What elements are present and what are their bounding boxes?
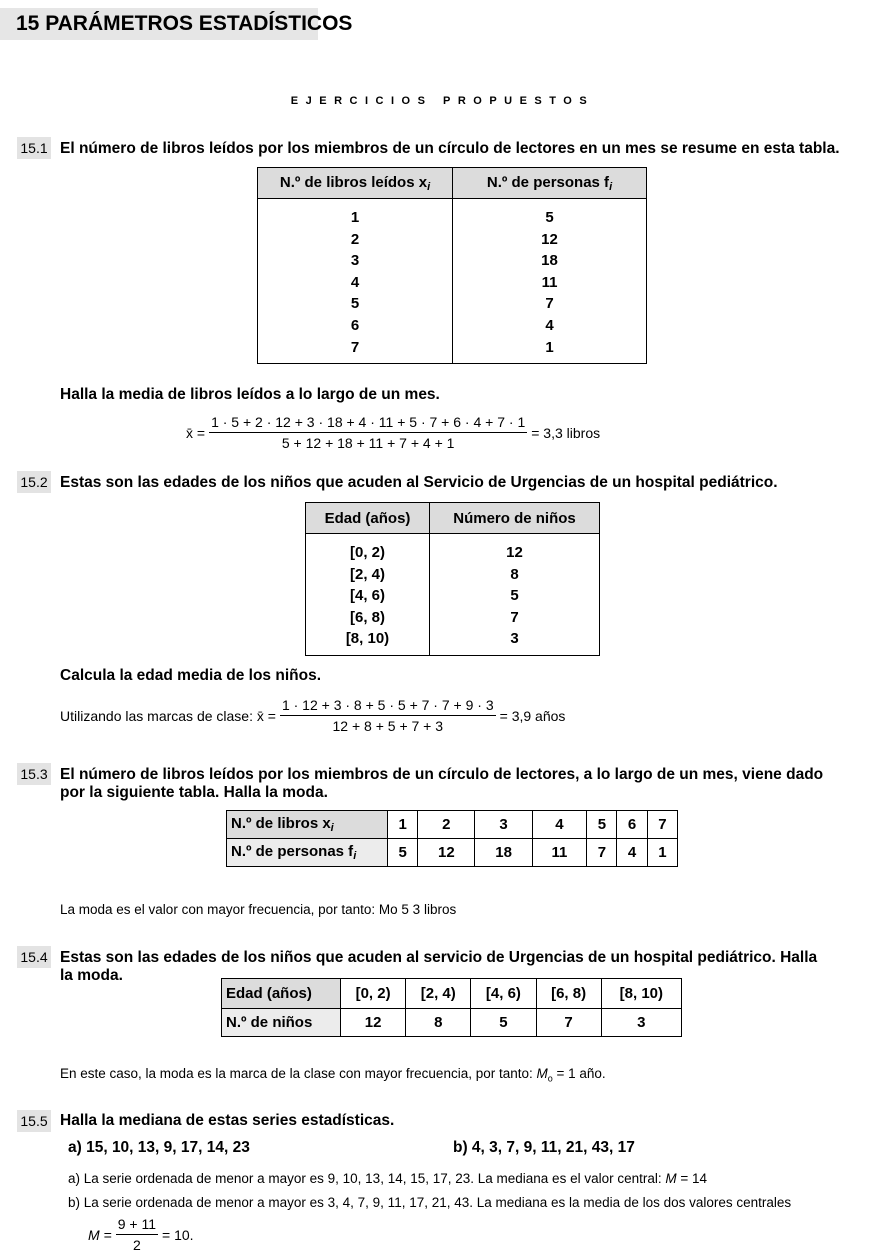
row-label: N.º de libros $x_i$ <box>227 811 388 839</box>
table-cell: 6 <box>617 811 647 839</box>
table-cell: [2, 4) <box>406 979 471 1009</box>
exercise-number: 15.5 <box>17 1110 51 1132</box>
exercise-statement: Estas son las edades de los niños que acuden al servicio de Urgencias de un hospital pediátrico. Halla <box>60 949 818 966</box>
table-cell: 1 <box>388 811 418 839</box>
series-a: a) 15, 10, 13, 9, 17, 14, 23 <box>68 1139 250 1156</box>
formula-lhs: x̄ = <box>186 424 206 441</box>
solution-b: b) La serie ordenada de menor a mayor es 3, 4, 7, 9, 11, 17, 21, 43. La mediana es la media de los dos valores centrales <box>68 1195 792 1210</box>
table-cell: 7 <box>647 811 677 839</box>
table-cell: [8, 10) <box>601 979 681 1009</box>
exercise-answer: En este caso, la moda es la marca de la clase con mayor frecuencia, por tanto: $M_o = 1$ año. <box>60 1066 606 1084</box>
table-cell: 1 <box>647 839 677 867</box>
mode-ages-table <box>221 978 682 1037</box>
table-cell: [0, 2) <box>341 979 406 1009</box>
exercise-question: Halla la media de libros leídos a lo largo de un mes. <box>60 386 440 403</box>
table-column-values: 12 8 5 7 3 <box>430 534 600 656</box>
table-cell: 7 <box>587 839 617 867</box>
exercise-statement: la moda. <box>60 967 123 984</box>
exercise-statement: por la siguiente tabla. Halla la moda. <box>60 784 328 801</box>
table-cell: [4, 6) <box>471 979 536 1009</box>
formula-denominator: 2 <box>132 1237 141 1253</box>
exercise-number: 15.4 <box>17 946 51 968</box>
table-cell: 7 <box>536 1009 601 1037</box>
table-column-values: [0, 2) [2, 4) [4, 6) [6, 8) [8, 10) <box>306 534 430 656</box>
row-label: N.º de niños <box>222 1009 341 1037</box>
table-cell: [6, 8) <box>536 979 601 1009</box>
formula-numerator: 1 · 12 + 3 · 8 + 5 · 5 + 7 · 7 + 9 · 3 <box>280 697 496 716</box>
solution-a: a) La serie ordenada de menor a mayor es 9, 10, 13, 14, 15, 17, 23. La mediana es el valor central: M = 14 <box>68 1171 708 1186</box>
exercise-statement: Estas son las edades de los niños que acuden al Servicio de Urgencias de un hospital pediátrico. <box>60 474 778 491</box>
table-cell: 4 <box>532 811 587 839</box>
formula-denominator: 12 + 8 + 5 + 7 + 3 <box>332 718 444 734</box>
exercise-number: 15.1 <box>17 137 51 159</box>
table-cell: 11 <box>532 839 587 867</box>
row-label: Edad (años) <box>222 979 341 1009</box>
exercise-number: 15.3 <box>17 763 51 785</box>
formula-result: = 10. <box>162 1226 194 1243</box>
mode-books-table <box>226 810 678 867</box>
exercise-number: 15.2 <box>17 471 51 493</box>
table-header: Número de niños <box>430 503 600 534</box>
table-cell: 4 <box>617 839 647 867</box>
table-cell: 12 <box>341 1009 406 1037</box>
section-title: EJERCICIOS PROPUESTOS <box>290 95 595 107</box>
books-table <box>257 167 647 364</box>
formula-result: = 3,9 años <box>499 707 566 724</box>
table-cell: 18 <box>475 839 532 867</box>
table-cell: 3 <box>475 811 532 839</box>
formula-lhs: M = <box>88 1226 112 1243</box>
ages-table <box>305 502 600 656</box>
table-column-values: 5 12 18 11 7 4 1 <box>453 199 647 364</box>
table-cell: 5 <box>388 839 418 867</box>
series-b: b) 4, 3, 7, 9, 11, 21, 43, 17 <box>453 1139 635 1156</box>
exercise-statement: El número de libros leídos por los miembros de un círculo de lectores, a lo largo de un mes, viene dado <box>60 766 824 783</box>
table-cell: 5 <box>587 811 617 839</box>
formula-result: = 3,3 libros <box>531 424 601 441</box>
table-cell: 8 <box>406 1009 471 1037</box>
table-cell: 3 <box>601 1009 681 1037</box>
table-cell: 5 <box>471 1009 536 1037</box>
exercise-question: Calcula la edad media de los niños. <box>60 667 321 684</box>
row-label: N.º de personas $f_i$ <box>227 839 388 867</box>
table-header: Edad (años) <box>306 503 430 534</box>
mean-formula <box>186 414 600 451</box>
exercise-statement: El número de libros leídos por los miembros de un círculo de lectores en un mes se resume en esta tabla. <box>60 140 840 157</box>
exercise-statement: Halla la mediana de estas series estadísticas. <box>60 1112 395 1129</box>
formula-numerator: 9 + 11 <box>116 1216 158 1235</box>
formula-numerator: 1 · 5 + 2 · 12 + 3 · 18 + 4 · 11 + 5 · 7 + 6 · 4 + 7 · 1 <box>209 414 527 433</box>
formula-lhs: Utilizando las marcas de clase: x̄ = <box>60 707 276 724</box>
formula-denominator: 5 + 12 + 18 + 11 + 7 + 4 + 1 <box>281 435 455 451</box>
table-cell: 12 <box>418 839 475 867</box>
table-header: N.º de libros leídos $x_i$ <box>258 168 453 199</box>
table-header: N.º de personas $f_i$ <box>453 168 647 199</box>
median-formula <box>88 1216 194 1253</box>
page-title: 15 PARÁMETROS ESTADÍSTICOS <box>16 12 353 35</box>
table-cell: 2 <box>418 811 475 839</box>
mean-formula <box>60 697 565 734</box>
exercise-answer: La moda es el valor con mayor frecuencia, por tanto: Mo 5 3 libros <box>60 902 457 917</box>
table-column-values: 1 2 3 4 5 6 7 <box>258 199 453 364</box>
